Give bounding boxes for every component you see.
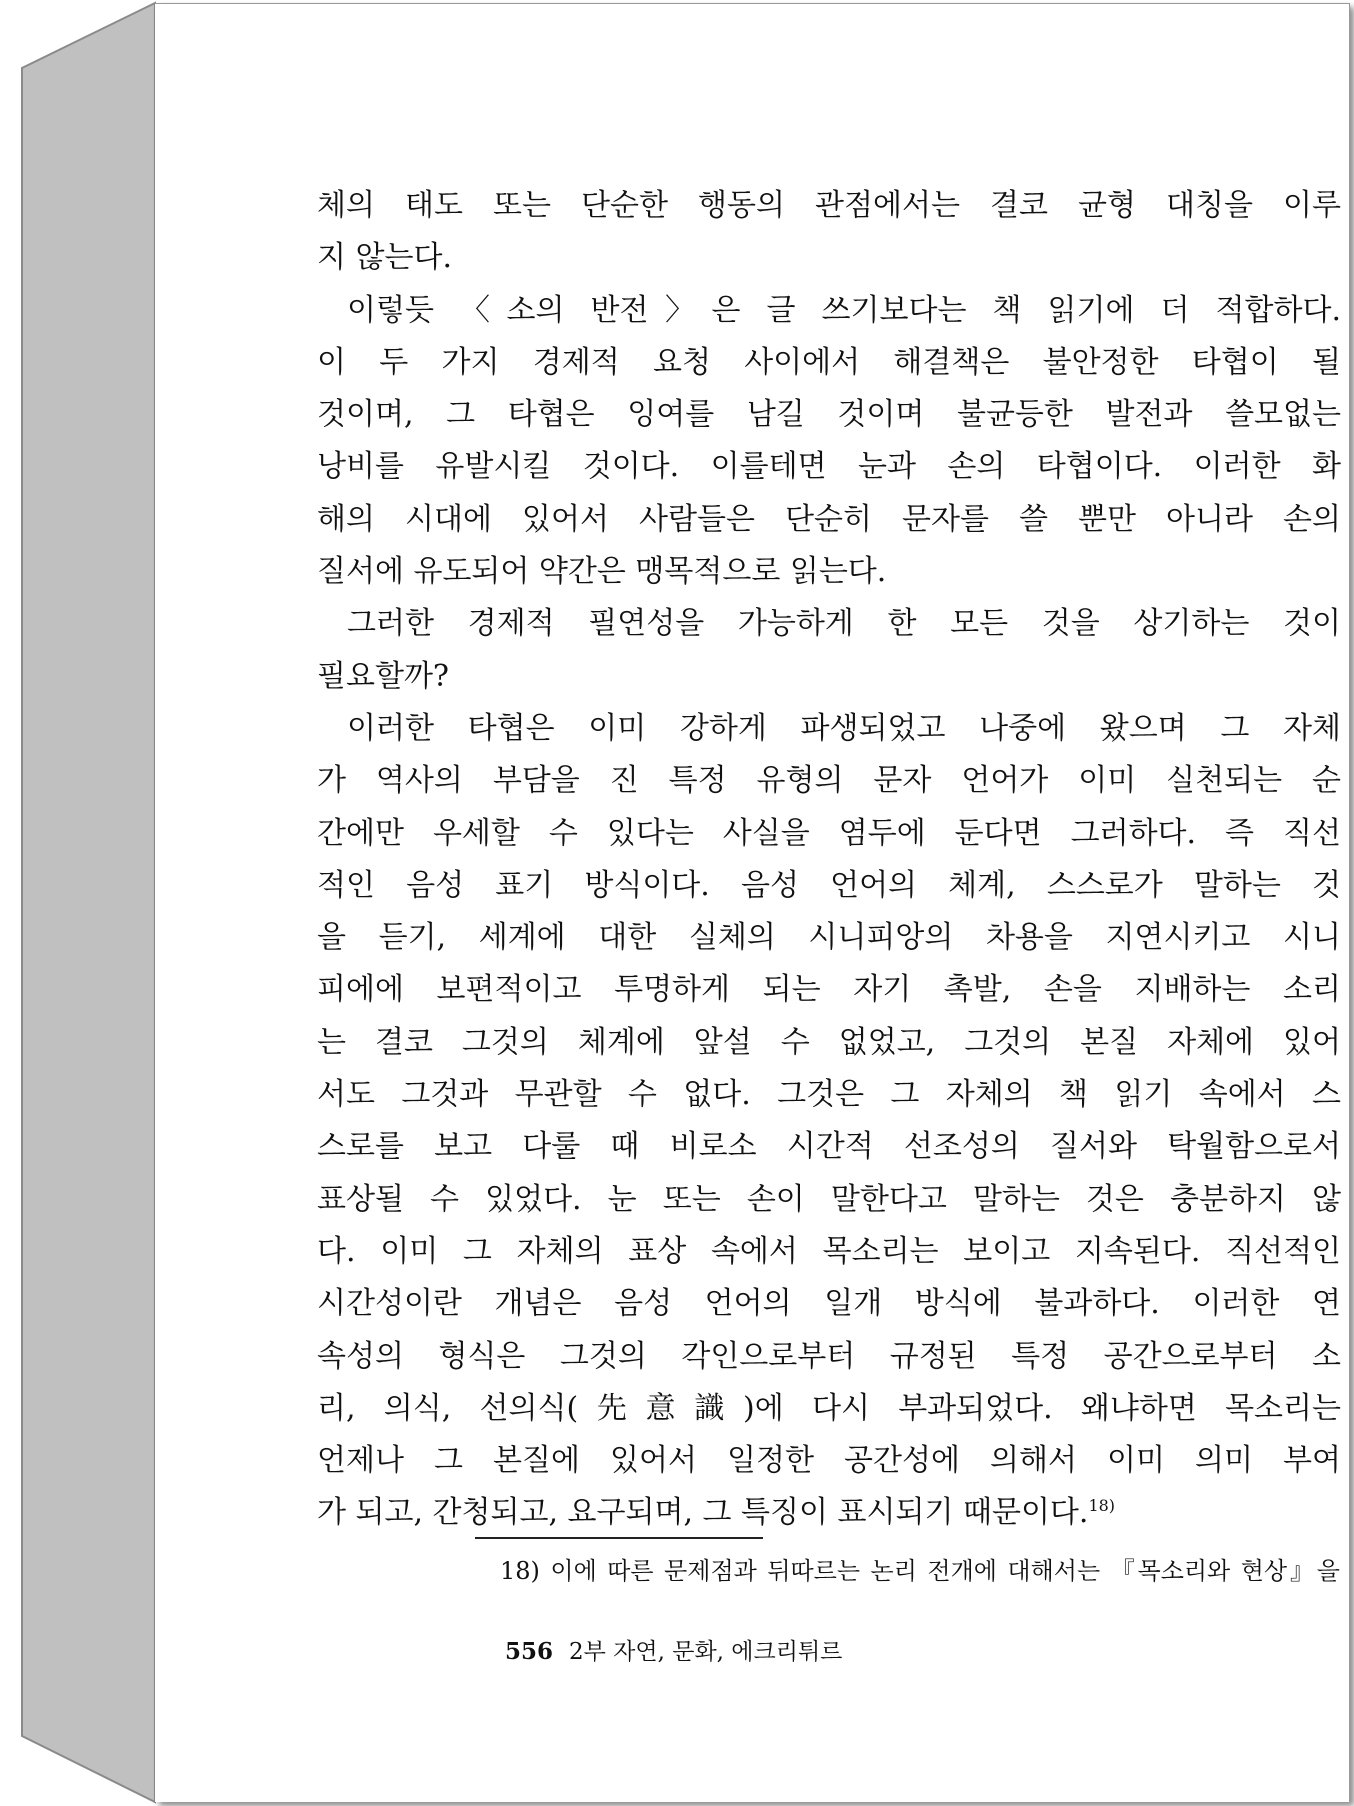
text-line [317,1121,1341,1173]
text-line [317,1174,1341,1226]
text-line [317,1487,1341,1539]
text-line [317,598,1341,650]
text-line-content: 이러한 타협은 이미 강하게 파생되었고 나중에 왔으며 그 자체 [347,710,1341,746]
text-line [317,808,1341,860]
text-line-content: 해의 시대에 있어서 사람들은 단순히 문자를 쓸 뿐만 아니라 손의 [317,501,1341,537]
text-line-content: 피에에 보편적이고 투명하게 되는 자기 촉발, 손을 지배하는 소리 [317,972,1341,1008]
body-text [317,180,1341,1540]
text-line-content: 이렇듯 〈소의 반전〉은 글 쓰기보다는 책 읽기에 더 적합하다. [347,292,1341,328]
text-line [317,964,1341,1016]
text-line-content: 가 역사의 부담을 진 특정 유형의 문자 언어가 이미 실천되는 순 [317,763,1341,799]
running-footer [505,1632,842,1672]
text-line-content: 지 않는다. [317,240,452,276]
text-line-content: 체의 태도 또는 단순한 행동의 관점에서는 결코 균형 대칭을 이루 [317,188,1341,223]
running-title: 2부 자연, 문화, 에크리튀르 [569,1639,843,1665]
text-line [317,703,1341,755]
text-line [317,1017,1341,1069]
text-line [317,1435,1341,1487]
book-page [155,3,1350,1802]
text-line-content: 언제나 그 본질에 있어서 일정한 공간성에 의해서 이미 의미 부여 [317,1443,1341,1479]
text-line-content: 필요할까? [317,658,450,694]
text-line [317,1226,1341,1278]
text-line-content: 을 듣기, 세계에 대한 실체의 시니피앙의 차용을 지연시키고 시니 [317,920,1341,956]
text-line [317,232,1341,284]
text-line-content: 적인 음성 표기 방식이다. 음성 언어의 체계, 스스로가 말하는 것 [317,867,1341,903]
footnote-reference: 18) [1088,1496,1116,1516]
text-line [317,755,1341,807]
text-line [317,860,1341,912]
text-line-content: 표상될 수 있었다. 눈 또는 손이 말한다고 말하는 것은 충분하지 않 [317,1181,1341,1217]
text-line [317,912,1341,964]
text-line [317,546,1341,598]
text-line-content: 질서에 유도되어 약간은 맹목적으로 읽는다. [317,554,887,590]
text-line-content: 가 되고, 간청되고, 요구되며, 그 특징이 표시되기 때문이다. [317,1495,1089,1531]
text-line-content: 리, 의식, 선의식(先意識)에 다시 부과되었다. 왜냐하면 목소리는 [317,1390,1341,1426]
text-line-content: 시간성이란 개념은 음성 언어의 일개 방식에 불과하다. 이러한 연 [317,1286,1341,1322]
text-line-content: 간에만 우세할 수 있다는 사실을 염두에 둔다면 그러하다. 즉 직선 [317,815,1341,851]
text-line-content: 속성의 형식은 그것의 각인으로부터 규정된 특정 공간으로부터 소 [317,1338,1341,1374]
text-line [317,441,1341,493]
text-line-content: 그러한 경제적 필연성을 가능하게 한 모든 것을 상기하는 것이 [347,606,1341,642]
text-line [317,1331,1341,1383]
text-line-content: 스로를 보고 다룰 때 비로소 시간적 선조성의 질서와 탁월함으로서 [317,1129,1341,1165]
text-line-content: 것이며, 그 타협은 잉여를 남길 것이며 불균등한 발전과 쓸모없는 [317,397,1341,433]
text-line-content: 는 결코 그것의 체계에 앞설 수 없었고, 그것의 본질 자체에 있어 [317,1024,1341,1060]
text-line-content: 이 두 가지 경제적 요청 사이에서 해결책은 불안정한 타협이 될 [317,344,1341,380]
footnote-rule [475,1537,763,1539]
text-line-content: 다. 이미 그 자체의 표상 속에서 목소리는 보이고 지속된다. 직선적인 [317,1233,1341,1269]
page-number: 556 [505,1638,554,1665]
text-line [317,337,1341,389]
text-line-content: 서도 그것과 무관할 수 없다. 그것은 그 자체의 책 읽기 속에서 스 [317,1077,1341,1113]
text-line [317,285,1341,337]
text-line [317,180,1341,232]
text-line [317,389,1341,441]
text-line [317,1069,1341,1121]
text-line [317,1278,1341,1330]
text-line [317,651,1341,703]
text-line [317,494,1341,546]
text-line [317,1383,1341,1435]
text-line-content: 낭비를 유발시킬 것이다. 이를테면 눈과 손의 타협이다. 이러한 화 [317,449,1341,485]
footnote: 18) 이에 따른 문제점과 뒤따르는 논리 전개에 대해서는 『목소리와 현상』을 [500,1557,1340,1585]
